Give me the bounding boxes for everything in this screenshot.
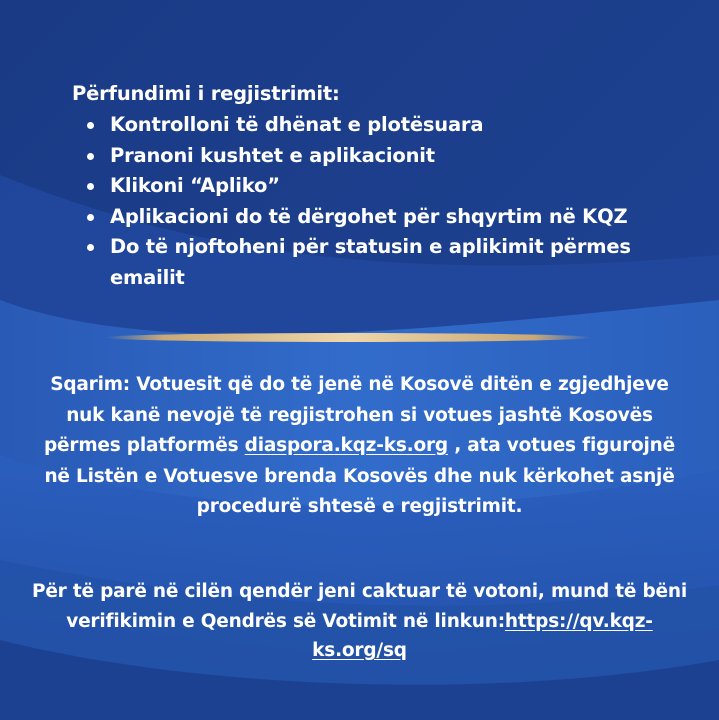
clarification-text-start: Sqarim: Votuesit që do të jenë në Kosovë ditën e zgjedhjeve nuk kanë nevojë të regjistrohen si votues jashtë Kosovës përmes platformës — [44, 374, 669, 456]
clarification-paragraph — [30, 370, 689, 523]
polling-center-paragraph — [30, 577, 689, 666]
completion-steps-list — [82, 110, 682, 293]
polling-center-link[interactable]: https://qv.kqz-ks.org/sq — [312, 610, 653, 661]
list-item: Aplikacioni do të dërgohet për shqyrtim në KQZ — [82, 202, 682, 233]
gold-divider — [105, 333, 592, 342]
list-item: Kontrolloni të dhënat e plotësuara — [82, 110, 682, 141]
completion-heading: Përfundimi i regjistrimit: — [72, 82, 340, 105]
polling-center-text: Për të parë në cilën qendër jeni caktuar të votoni, mund të bëni verifikimin e Qendrës së Votimit në linkun: — [31, 581, 688, 632]
list-item: Pranoni kushtet e aplikacionit — [82, 141, 682, 172]
diaspora-link[interactable]: diaspora.kqz-ks.org — [244, 435, 448, 456]
clarification-text-end: , ata votues figurojnë në Listën e Votuesve brenda Kosovës dhe nuk kërkohet asnjë procedurë shtesë e regjistrimit. — [44, 435, 675, 517]
list-item: Do të njoftoheni për statusin e aplikimit përmes emailit — [82, 232, 682, 293]
list-item: Klikoni “Apliko” — [82, 171, 682, 202]
